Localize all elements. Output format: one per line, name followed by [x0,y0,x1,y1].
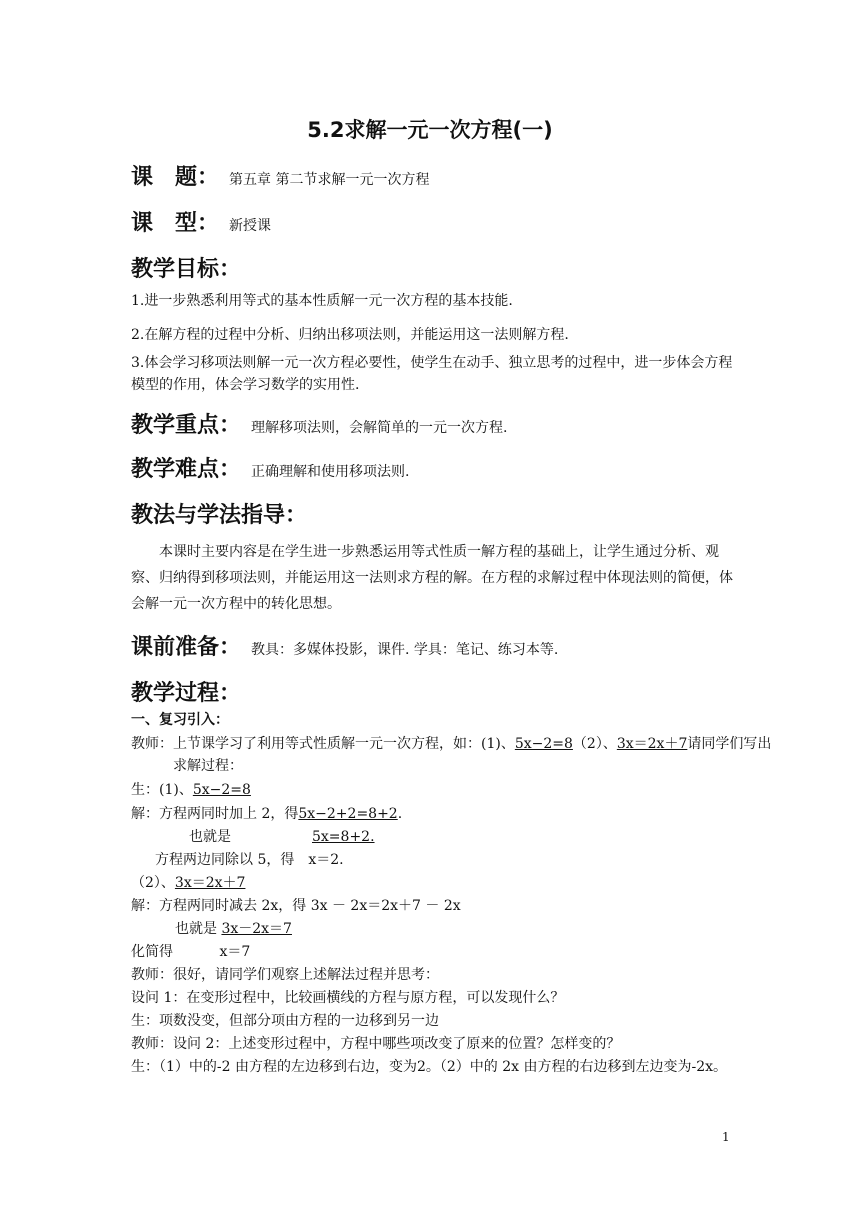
process-heading: 教学过程： [131,681,242,706]
teacher-line-1 [131,733,775,777]
preparation-value: 教具：多媒体投影，课件. 学具：笔记、练习本等. [251,642,559,658]
objective-item: 1.进一步熟悉利用等式的基本性质解一元一次方程的基本技能. [131,293,513,309]
solution-text: 解：方程两同时加上 2，得 [131,806,299,822]
difficulty-label: 教学难点： [131,457,242,482]
key-point-value: 理解移项法则，会解简单的一元一次方程. [251,420,508,436]
divide-step: 方程两边同除以 5，得 x＝2. [155,852,344,868]
also-label-2: 也就是 [175,921,217,937]
question-2: 教师：设问 2：上述变形过程中，方程中哪些项改变了原来的位置？怎样变的？ [131,1036,621,1052]
topic-label: 课 题： [131,165,220,190]
equation-1: 5x−2=8 [514,736,573,752]
method-paragraph: 本课时主要内容是在学生进一步熟悉运用等式性质一解方程的基础上，让学生通过分析、观察、归纳得到移项法则，并能运用这一法则求方程的解。在方程的求解过程中体现法则的简便，体会解一元一次方程中的转化思想。 [131,544,733,612]
question-1: 设问 1：在变形过程中，比较画横线的方程与原方程，可以发现什么？ [131,990,565,1006]
student-line-1 [131,779,251,801]
document-title: 5.2求解一元一次方程(一) [307,118,553,142]
section-review-heading: 一、复习引入： [131,712,229,728]
type-row [131,206,271,237]
answer-2: 生：（1）中的-2 由方程的左边移到右边，变为2。（2）中的 2x 由方程的右边移到左边变为-2x。 [131,1059,728,1075]
solution-step-2: 解：方程两同时减去 2x，得 3x － 2x＝2x＋7 － 2x [131,898,461,914]
equation-2: 3x＝2x＋7 [616,736,688,752]
key-point-label: 教学重点： [131,413,242,438]
equation-1: 5x−2=8 [192,782,251,798]
objectives-heading: 教学目标： [131,257,242,282]
objective-item: 2.在解方程的过程中分析、归纳出移项法则，并能运用这一法则解方程. [131,327,569,343]
preparation-label: 课前准备： [131,635,242,660]
also-equation-1: 5x=8+2. [312,829,375,845]
equation-2: 3x＝2x＋7 [174,875,246,891]
topic-value: 第五章 第二节求解一元一次方程 [229,172,430,188]
teacher-text: 教师：上节课学习了利用等式性质解一元一次方程，如：(1)、 [131,736,515,752]
student-label: 生：(1)、 [131,782,193,798]
also-equation-2: 3x－2x＝7 [221,921,292,937]
difficulty-row [131,452,409,483]
underlined-equation: 5x−2+2=8+2 [298,806,398,822]
preparation-row [131,630,558,661]
type-value: 新授课 [229,218,272,234]
key-point-row [131,408,507,439]
difficulty-value: 正确理解和使用移项法则. [251,464,410,480]
answer-1: 生：项数没变，但部分项由方程的一边移到另一边 [131,1013,439,1029]
simplify-step: 化简得 x＝7 [131,944,251,960]
also-row-2 [175,918,292,940]
student-line-2 [131,872,245,894]
type-label: 课 型： [131,211,220,236]
teacher-text: 请同学们写出求解过程： [173,736,772,774]
topic-row [131,160,429,191]
page-number: 1 [722,1130,730,1144]
teacher-line-2: 教师：很好，请同学们观察上述解法过程并思考： [131,967,439,983]
method-heading: 教法与学法指导： [131,503,308,528]
student-label: （2）、 [131,875,175,891]
teacher-text: （2）、 [572,736,617,752]
solution-step-1 [131,803,402,825]
objective-item: 3.体会学习移项法则解一元一次方程必要性，使学生在动手、独立思考的过程中，进一步体会方程模型的作用，体会学习数学的实用性. [131,355,733,393]
also-label-1: 也就是 [189,829,231,845]
period: . [397,806,403,822]
